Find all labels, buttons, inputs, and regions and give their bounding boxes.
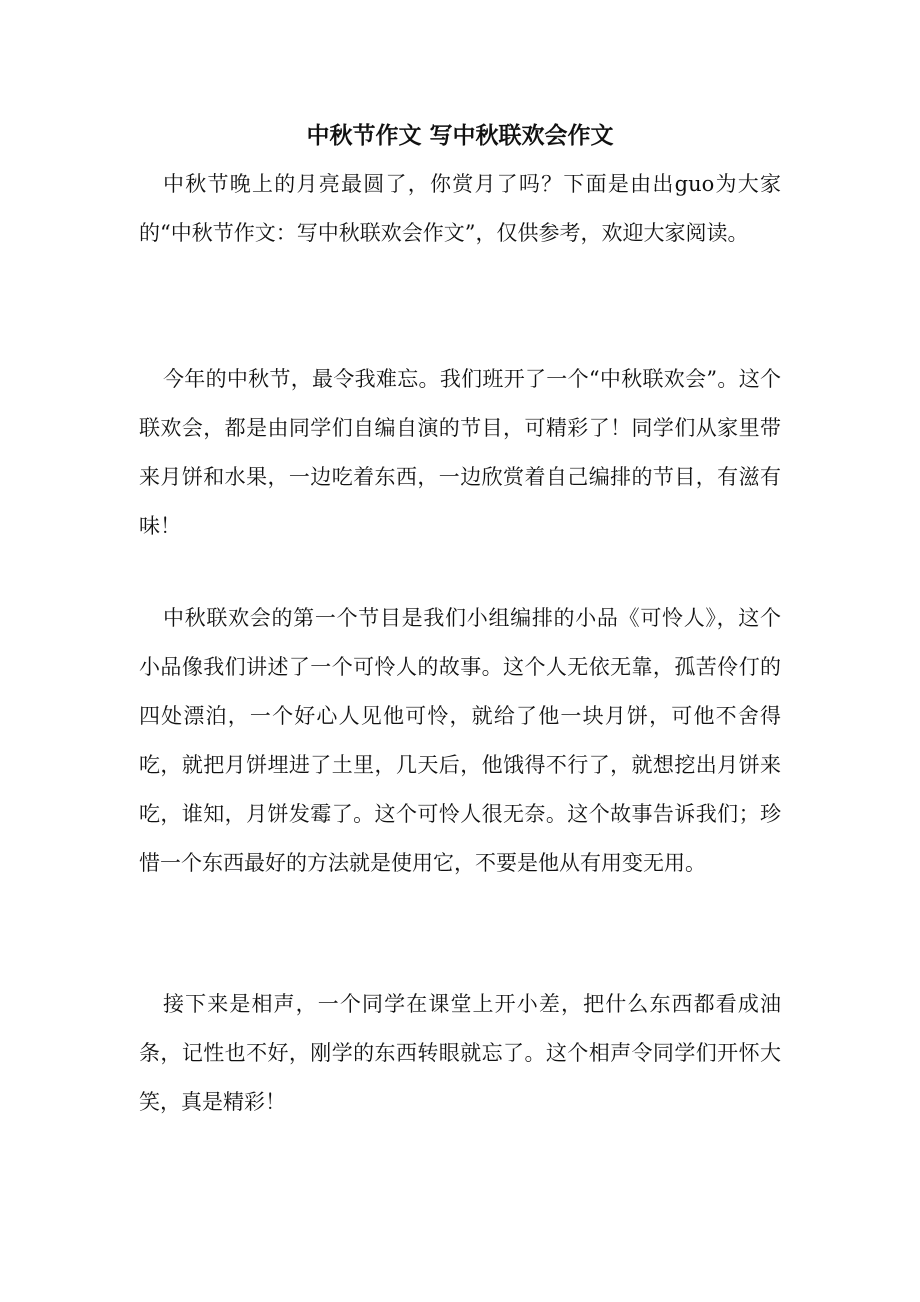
- body-paragraph-1: 今年的中秋节，最令我难忘。我们班开了一个“中秋联欢会”。这个联欢会，都是由同学们自编自演的节目，可精彩了！同学们从家里带来月饼和水果，一边吃着东西，一边欣赏着自己编排的节目，有滋有味！: [139, 367, 781, 538]
- intro-paragraph: 中秋节晚上的月亮最圆了，你赏月了吗？下面是由出guo为大家的“中秋节作文：写中秋联欢会作文”，仅供参考，欢迎大家阅读。: [139, 172, 781, 245]
- document-title: 中秋节作文 写中秋联欢会作文: [306, 122, 614, 149]
- body-paragraph-3: 接下来是相声，一个同学在课堂上开小差，把什么东西都看成油条，记性也不好，刚学的东西转眼就忘了。这个相声令同学们开怀大笑，真是精彩！: [139, 992, 781, 1114]
- body-paragraph-2: 中秋联欢会的第一个节目是我们小组编排的小品《可怜人》，这个小品像我们讲述了一个可怜人的故事。这个人无依无靠，孤苦伶仃的四处漂泊，一个好心人见他可怜，就给了他一块月饼，可他不舍得吃，就把月饼埋进了土里，几天后，他饿得不行了，就想挖出月饼来吃，谁知，月饼发霉了。这个可怜人很无奈。这个故事告诉我们；珍惜一个东西最好的方法就是使用它，不要是他从有用变无用。: [139, 606, 781, 875]
